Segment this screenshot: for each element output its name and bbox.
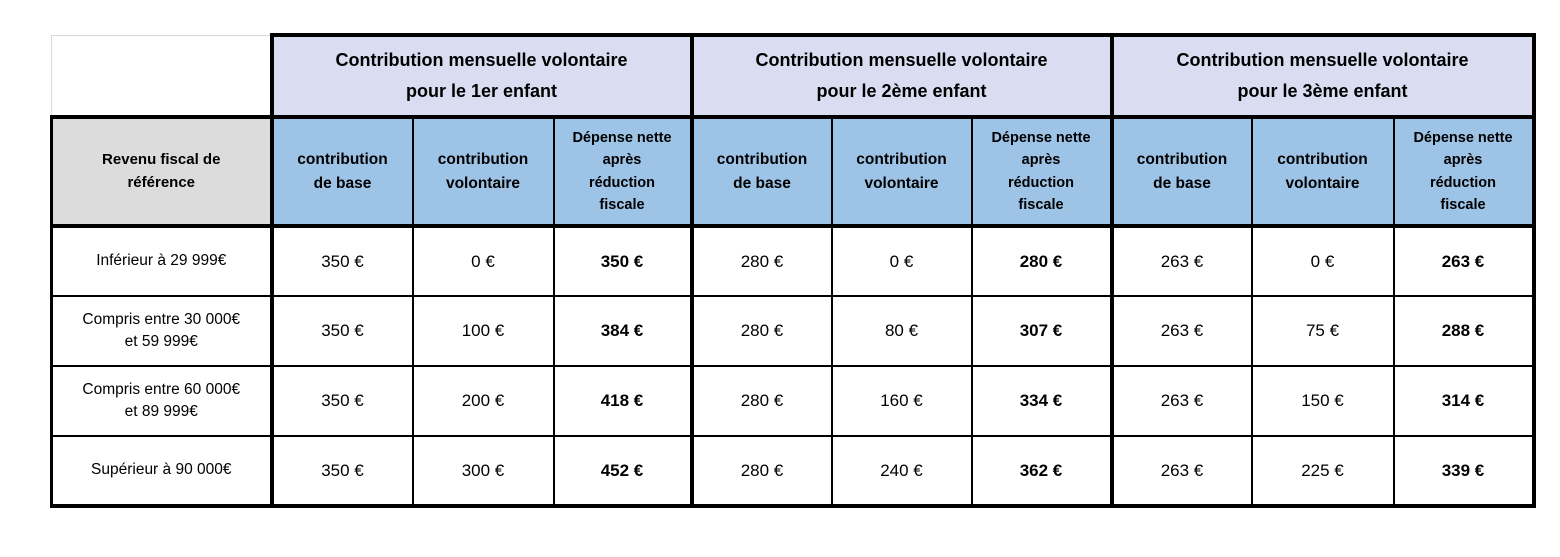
value-enfant1-volontaire: 300 € (413, 436, 554, 506)
group-header-line1: Contribution mensuelle volontaire (755, 49, 1048, 70)
sub-header-contribution-volontaire: contribution volontaire (413, 117, 554, 226)
corner-cell (52, 35, 272, 117)
value-enfant2-volontaire: 0 € (832, 226, 972, 296)
sub-header-depense-nette: Dépense nette après réduction fiscale (554, 117, 692, 226)
sub-header-contribution-base: contribution de base (1112, 117, 1252, 226)
group-header-line1: Contribution mensuelle volontaire (1176, 49, 1469, 70)
value-enfant3-nette: 339 € (1394, 436, 1534, 506)
group-header-line2: pour le 2ème enfant (816, 81, 987, 101)
value-enfant2-nette: 280 € (972, 226, 1112, 296)
value-enfant1-base: 350 € (272, 366, 413, 436)
income-bracket-cell: Inférieur à 29 999€ (52, 226, 272, 296)
row-axis-line1: Revenu fiscal de (102, 151, 221, 168)
contribution-table (50, 33, 1536, 508)
value-enfant2-base: 280 € (692, 436, 832, 506)
value-enfant2-nette: 307 € (972, 296, 1112, 366)
value-enfant1-base: 350 € (272, 226, 413, 296)
income-bracket-cell: Supérieur à 90 000€ (52, 436, 272, 506)
value-enfant3-volontaire: 0 € (1252, 226, 1394, 296)
value-enfant2-volontaire: 80 € (832, 296, 972, 366)
value-enfant3-base: 263 € (1112, 366, 1252, 436)
group-header-line1: Contribution mensuelle volontaire (335, 49, 628, 70)
value-enfant1-base: 350 € (272, 436, 413, 506)
group-header-line2: pour le 3ème enfant (1237, 81, 1408, 101)
sub-header-contribution-base: contribution de base (692, 117, 832, 226)
value-enfant1-nette: 350 € (554, 226, 692, 296)
value-enfant1-nette: 452 € (554, 436, 692, 506)
group-header-enfant1 (272, 35, 692, 117)
sub-header-depense-nette: Dépense nette après réduction fiscale (972, 117, 1112, 226)
table-row (52, 226, 1534, 296)
value-enfant2-base: 280 € (692, 226, 832, 296)
table-row (52, 296, 1534, 366)
value-enfant2-volontaire: 160 € (832, 366, 972, 436)
value-enfant3-base: 263 € (1112, 436, 1252, 506)
value-enfant1-volontaire: 200 € (413, 366, 554, 436)
value-enfant1-nette: 384 € (554, 296, 692, 366)
table-row (52, 366, 1534, 436)
value-enfant1-base: 350 € (272, 296, 413, 366)
group-header-row (52, 35, 1534, 117)
value-enfant3-nette: 288 € (1394, 296, 1534, 366)
sub-header-contribution-volontaire: contribution volontaire (1252, 117, 1394, 226)
group-header-enfant3 (1112, 35, 1534, 117)
value-enfant3-volontaire: 225 € (1252, 436, 1394, 506)
group-header-enfant2 (692, 35, 1112, 117)
sub-header-row (52, 117, 1534, 226)
value-enfant3-nette: 263 € (1394, 226, 1534, 296)
value-enfant1-volontaire: 100 € (413, 296, 554, 366)
sub-header-contribution-base: contribution de base (272, 117, 413, 226)
row-axis-line2: référence (127, 173, 196, 191)
income-bracket-cell: Compris entre 60 000€ et 89 999€ (52, 366, 272, 436)
value-enfant1-volontaire: 0 € (413, 226, 554, 296)
value-enfant1-nette: 418 € (554, 366, 692, 436)
income-bracket-cell: Compris entre 30 000€ et 59 999€ (52, 296, 272, 366)
value-enfant3-nette: 314 € (1394, 366, 1534, 436)
value-enfant2-volontaire: 240 € (832, 436, 972, 506)
value-enfant2-base: 280 € (692, 296, 832, 366)
value-enfant2-nette: 334 € (972, 366, 1112, 436)
sub-header-contribution-volontaire: contribution volontaire (832, 117, 972, 226)
value-enfant3-volontaire: 75 € (1252, 296, 1394, 366)
value-enfant3-base: 263 € (1112, 296, 1252, 366)
sub-header-depense-nette: Dépense nette après réduction fiscale (1394, 117, 1534, 226)
value-enfant2-base: 280 € (692, 366, 832, 436)
value-enfant3-base: 263 € (1112, 226, 1252, 296)
value-enfant3-volontaire: 150 € (1252, 366, 1394, 436)
row-axis-header (52, 117, 272, 226)
table-row (52, 436, 1534, 506)
value-enfant2-nette: 362 € (972, 436, 1112, 506)
group-header-line2: pour le 1er enfant (405, 81, 558, 101)
